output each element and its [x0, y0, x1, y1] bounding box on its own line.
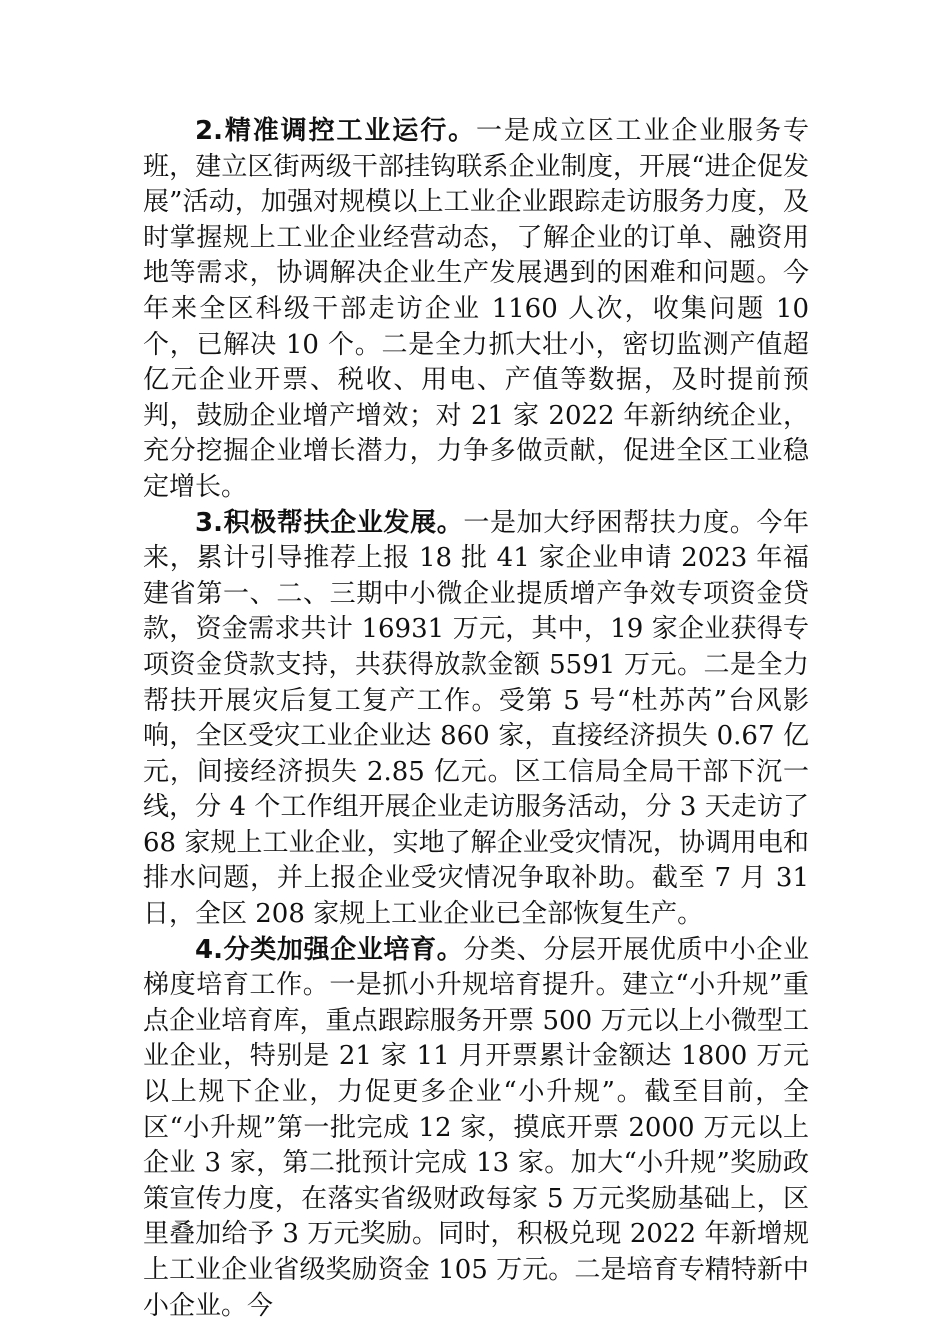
paragraph-text: 分类、分层开展优质中小企业梯度培育工作。一是抓小升规培育提升。建立“小升规”重点企业培育库，重点跟踪服务开票 500 万元以上小微型工业企业，特别是 21 家 11 月开票累计金额达 1800 万元以上规下企业，力促更多企业“小升规”。截至目前，全区“小升规”第一批完成 12 家，摸底开票 2000 万元以上企业 3 家，第二批预计完成 13 家。加大“小升规”奖励政策宣传力度，在落实省级财政每家 5 万元奖励基础上，区里叠加给予 3 万元奖励。同时，积极兑现 2022 年新增规上工业企业省级奖励资金 105 万元。二是培育专精特新中小企业。今	[143, 934, 809, 1321]
paragraph-enterprise-cultivation	[143, 933, 809, 1325]
paragraph-text: 一是成立区工业企业服务专班，建立区街两级干部挂钩联系企业制度，开展“进企促发展”活动，加强对规模以上工业企业跟踪走访服务力度，及时掌握规上工业企业经营动态，了解企业的订单、融资用地等需求，协调解决企业生产发展遇到的困难和问题。今年来全区科级干部走访企业 1160 人次，收集问题 10 个，已解决 10 个。二是全力抓大壮小，密切监测产值超亿元企业开票、税收、用电、产值等数据，及时提前预判，鼓励企业增产增效；对 21 家 2022 年新纳统企业，充分挖掘企业增长潜力，力争多做贡献，促进全区工业稳定增长。	[143, 116, 809, 502]
paragraph-industrial-operation	[143, 114, 809, 506]
paragraph-enterprise-support	[143, 506, 809, 933]
document-body	[143, 114, 809, 1324]
paragraph-heading: 3.积极帮扶企业发展。	[195, 507, 464, 538]
paragraph-heading: 2.精准调控工业运行。	[195, 116, 477, 146]
paragraph-text: 一是加大纾困帮扶力度。今年来，累计引导推荐上报 18 批 41 家企业申请 2023 年福建省第一、二、三期中小微企业提质增产争效专项资金贷款，资金需求共计 16931 万元，其中，19 家企业获得专项资金贷款支持，共获得放款金额 5591 万元。二是全力帮扶开展灾后复工复产工作。受第 5 号“杜苏芮”台风影响，全区受灾工业企业达 860 家，直接经济损失 0.67 亿元，间接经济损失 2.85 亿元。区工信局全局干部下沉一线，分 4 个工作组开展企业走访服务活动，分 3 天走访了 68 家规上工业企业，实地了解企业受灾情况，协调用电和排水问题，并上报企业受灾情况争取补助。截至 7 月 31 日，全区 208 家规上工业企业已全部恢复生产。	[143, 507, 809, 930]
paragraph-heading: 4.分类加强企业培育。	[195, 934, 464, 965]
